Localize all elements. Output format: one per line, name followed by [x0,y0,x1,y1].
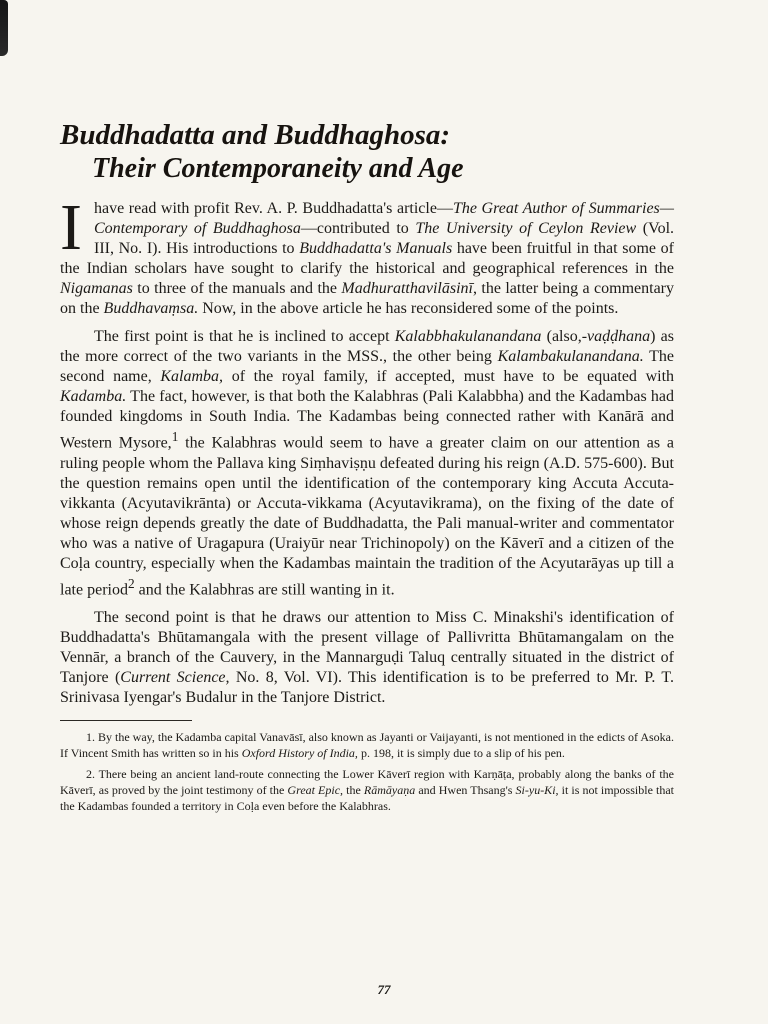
p3-part-0: The second point is that he draws our attention to Miss C. Minakshi's identification of Buddhadatta's Bhūtamangala with the present village of Pallivritta Bhūtamangalam on the Vennār, a branch of the Cauvery, in the Mannarguḍi Taluq centrally situated in the district of Tanjore ( [60,608,674,686]
p1-part-6: have been fruitful in that some of the Indian scholars have sought to clarify the historical and geographical references in the [60,240,675,278]
p1-part-8: to three of the manuals and the [132,280,342,298]
p1-part-2: —contributed to [300,220,416,238]
scan-edge-mark [0,0,8,56]
p2-part-6: The second name, [60,348,674,386]
footnote-ref-2: 2 [127,575,135,591]
p2-part-2: (also, [541,328,582,346]
fn1-part-0: 1. By the way, the Kadamba capital Vanavāsī, also known as Jayanti or Vaijayanti, is not mentioned in the edicts of Asoka. If Vincent Smith has written so in his [60,729,674,760]
fn2-part-6: it is not impossible that the Kadambas founded a territory in Coḷa even before the Kalabhras. [60,782,674,813]
fn2-part-2: the [343,782,364,797]
p2-part-12: the Kalabhras would seem to have a greater claim on our attention as a ruling people whom the Pallava king Siṃhaviṣṇu defeated during his reign (A.D. 575-600). But the question remains open until the identification of the contemporary king Accuta Accuta-vikkanta (Acyutavikrānta) or Accuta-vikkama (Acyutavikrama), on the fixing of the date of whose reign depends greatly the date of Buddhadatta, the Pali manual-writer and commentator who was a native of Uragapura (Uraiyūr near Trichinopoly) on the Kāverī and a citizen of the Coḷa country, especially when the Kadambas maintain the tradition of the Acyutarāyas up till a late period [60,434,675,598]
p3-part-2: No. 8, Vol. VI). This identification is to be preferred to Mr. P. T. Srinivasa Iyengar's Budalur in the Tanjore District. [60,668,674,706]
fn2-part-1: Great Epic, [287,782,344,797]
document-page [60,118,674,814]
footnote-1 [60,729,674,761]
article-title [60,118,674,185]
p1-part-11: Buddhavaṃsa. [103,300,199,318]
footnote-divider [60,720,192,721]
p2-part-8: of the royal family, if accepted, must have to be equated with [223,368,675,386]
drop-cap: I [60,191,82,265]
footnote-2 [60,766,674,814]
p1-part-10: , the latter being a commentary on the [60,280,675,318]
p2-part-1: Kalabbhakulanandana [394,328,542,346]
fn2-part-4: and Hwen Thsang's [415,782,516,797]
p2-part-10: The fact, however, is that both the Kalabhras (Pali Kalabbha) and the Kadambas had founded kingdoms in South India. The Kadambas being connected rather with Kanārā and Western Mysore, [60,388,674,452]
paragraph-3 [60,608,674,708]
title-line-1: Buddhadatta and Buddhaghosa: [60,119,451,151]
p1-part-7: Nigamanas [60,280,133,298]
fn2-part-0: 2. There being an ancient land-route connecting the Lower Kāverī region with Karṇāṭa, probably along the banks of the Kāverī, as proved by the joint testimony of the [60,766,674,797]
p1-part-3: The University of Ceylon Review [415,220,637,238]
p1-part-0: have read with profit Rev. A. P. Buddhadatta's article— [93,200,453,218]
p2-part-5: Kalambakulanandana. [497,348,644,366]
p2-part-0: The first point is that he is inclined to accept [94,328,395,346]
fn1-part-2: p. 198, it is simply due to a slip of his pen. [357,745,565,760]
fn2-part-5: Si-yu-Ki, [515,782,559,797]
p2-part-7: Kalamba, [160,368,224,386]
p2-part-9: Kadamba. [60,388,127,406]
p1-part-5: Buddhadatta's Manuals [299,240,453,258]
p2-part-14: and the Kalabhras are still wanting in it. [134,580,395,598]
p2-part-4: ) as the more correct of the two variants in the MSS., the other being [60,328,675,366]
p1-part-9: Madhuratthavilāsinī [341,280,473,298]
page-number: 77 [377,982,391,997]
footnote-ref-1: 1 [171,429,179,445]
p2-part-3: -vaḍḍhana [581,328,651,346]
p3-part-1: Current Science, [120,668,230,686]
fn2-part-3: Rāmāyaṇa [363,782,416,797]
title-line-2: Their Contemporaneity and Age [92,153,464,185]
p1-part-12: Now, in the above article he has reconsidered some of the points. [198,300,619,318]
paragraph-1 [60,191,675,319]
paragraph-2 [60,327,674,600]
p1-part-4: (Vol. III, No. I). His introductions to [93,220,675,258]
fn1-part-1: Oxford History of India, [241,745,358,760]
p1-part-1: The Great Author of Summaries—Contemporary of Buddhaghosa [93,200,675,238]
